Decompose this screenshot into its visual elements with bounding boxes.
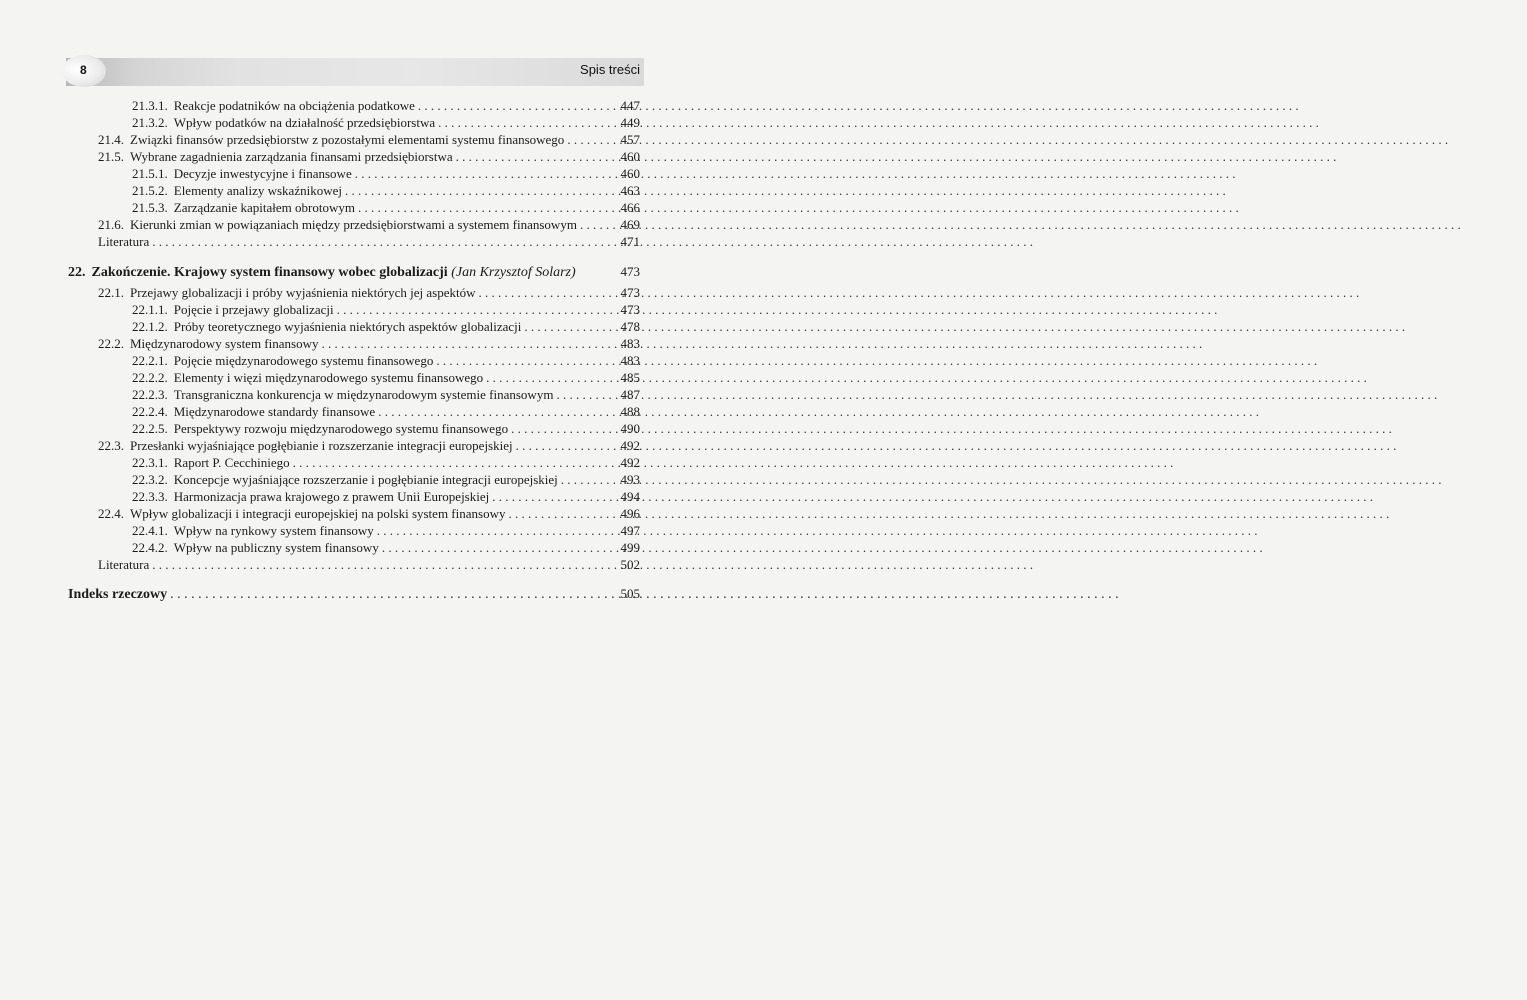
toc-entry-number: 21.5. xyxy=(98,149,124,164)
dot-leader xyxy=(436,352,615,369)
toc-entry-title: Wybrane zagadnienia zarządzania finansami przedsiębiorstwa xyxy=(130,149,453,164)
toc-entry-title: Perspektywy rozwoju międzynarodowego systemu finansowego xyxy=(173,421,509,436)
toc-entry-number: 22. xyxy=(68,265,86,280)
toc-entry-title: Wpływ podatków na działalność przedsiębiorstwa xyxy=(173,115,436,130)
toc-index-entry xyxy=(68,585,640,602)
dot-leader xyxy=(321,335,615,352)
toc-entry-number: 21.6. xyxy=(98,217,124,232)
toc-entry-page: 493 xyxy=(620,472,640,487)
toc-entry-title: Kierunki zmian w powiązaniach między przedsiębiorstwami a systemem finansowym xyxy=(130,217,577,232)
dot-leader xyxy=(382,539,615,556)
toc-entry-page: 460 xyxy=(620,166,640,181)
toc-entry-title: Wpływ globalizacji i integracji europejskiej na polski system finansowy xyxy=(130,506,506,521)
toc-entry-number: 21.5.2. xyxy=(132,183,168,198)
chapter-author: (Jan Krzysztof Solarz) xyxy=(451,265,576,280)
toc-entry xyxy=(132,420,640,437)
toc-entry-number: 21.5.1. xyxy=(132,166,168,181)
toc-entry-title: Próby teoretycznego wyjaśnienia niektórych aspektów globalizacji xyxy=(173,319,522,334)
toc-entry xyxy=(132,386,640,403)
dot-leader xyxy=(358,199,615,216)
dot-leader xyxy=(378,403,615,420)
toc-entry-number: 22.2.3. xyxy=(132,387,168,402)
dot-leader xyxy=(567,131,615,148)
toc-entry-title: Literatura xyxy=(98,234,150,249)
dot-leader xyxy=(456,148,615,165)
toc-entry-page: 497 xyxy=(620,523,640,538)
dot-leader xyxy=(561,471,615,488)
toc-entry-page: 463 xyxy=(620,183,640,198)
toc-entry-number: 22.4. xyxy=(98,506,124,521)
toc-entry xyxy=(98,216,640,233)
dot-leader xyxy=(293,454,615,471)
toc-entry-number: 21.4. xyxy=(98,132,124,147)
toc-entry-title: Zarządzanie kapitałem obrotowym xyxy=(173,200,355,215)
dot-leader xyxy=(355,165,615,182)
toc-entry-page: 485 xyxy=(620,370,640,385)
page-number: 8 xyxy=(80,63,87,77)
toc-entry-page: 466 xyxy=(620,200,640,215)
toc-entry xyxy=(98,284,640,301)
toc-entry-title: Wpływ na rynkowy system finansowy xyxy=(173,523,374,538)
table-of-contents xyxy=(0,0,662,1000)
toc-entry xyxy=(98,556,640,573)
dot-leader xyxy=(556,386,615,403)
toc-entry xyxy=(132,471,640,488)
toc-entry xyxy=(132,403,640,420)
toc-entry-number: 22.2.1. xyxy=(132,353,168,368)
toc-entry xyxy=(132,301,640,318)
toc-entry-page: 499 xyxy=(620,540,640,555)
toc-entry xyxy=(98,131,640,148)
toc-entry xyxy=(132,114,640,131)
toc-entry-number: 22.1.1. xyxy=(132,302,168,317)
section-title: Spis treści xyxy=(580,62,640,77)
toc-entry-page: 505 xyxy=(620,586,640,601)
toc-entry-number: 22.2. xyxy=(98,336,124,351)
toc-entry-title: Pojęcie międzynarodowego systemu finansowego xyxy=(173,353,434,368)
dot-leader xyxy=(337,301,615,318)
toc-entry-page: 502 xyxy=(620,557,640,572)
toc-entry-number: 22.3.2. xyxy=(132,472,168,487)
toc-entry-page: 496 xyxy=(620,506,640,521)
toc-entry-page: 488 xyxy=(620,404,640,419)
toc-entry-title: Transgraniczna konkurencja w międzynarodowym systemie finansowym xyxy=(173,387,554,402)
toc-entry xyxy=(132,522,640,539)
toc-entry xyxy=(132,539,640,556)
toc-entry-page: 460 xyxy=(620,149,640,164)
toc-entry-number: 22.2.4. xyxy=(132,404,168,419)
toc-chapter-entry xyxy=(68,263,640,280)
toc-entry-title: Międzynarodowy system finansowy xyxy=(130,336,319,351)
dot-leader xyxy=(508,505,615,522)
toc-entry-page: 471 xyxy=(620,234,640,249)
toc-entry-title: Reakcje podatników na obciążenia podatkowe xyxy=(173,98,415,113)
toc-entry-number: 22.2.2. xyxy=(132,370,168,385)
toc-entry xyxy=(132,352,640,369)
toc-entry-page: 473 xyxy=(620,264,640,279)
dot-leader xyxy=(478,284,615,301)
toc-entry-title: Elementy i więzi międzynarodowego systemu finansowego xyxy=(173,370,484,385)
toc-entry-title: Pojęcie i przejawy globalizacji xyxy=(173,302,334,317)
dot-leader xyxy=(170,586,615,603)
toc-entry-page: 473 xyxy=(620,285,640,300)
toc-entry-title: Indeks rzeczowy xyxy=(68,587,168,602)
toc-entry-title: Koncepcje wyjaśniające rozszerzanie i pogłębianie integracji europejskiej xyxy=(173,472,558,487)
toc-entry-title: Decyzje inwestycyjne i finansowe xyxy=(173,166,352,181)
toc-entry xyxy=(98,437,640,454)
toc-entry-page: 494 xyxy=(620,489,640,504)
toc-entry-title: Międzynarodowe standardy finansowe xyxy=(173,404,376,419)
toc-entry-title: Przejawy globalizacji i próby wyjaśnienia niektórych jej aspektów xyxy=(130,285,476,300)
dot-leader xyxy=(345,182,615,199)
toc-entry xyxy=(132,488,640,505)
toc-entry-number: 22.2.5. xyxy=(132,421,168,436)
toc-entry-number: 22.1.2. xyxy=(132,319,168,334)
dot-leader xyxy=(486,369,615,386)
toc-entry-number: 22.4.2. xyxy=(132,540,168,555)
toc-entry xyxy=(98,335,640,352)
toc-entry xyxy=(132,182,640,199)
dot-leader xyxy=(516,437,615,454)
dot-leader xyxy=(418,97,615,114)
toc-entry xyxy=(132,369,640,386)
toc-entry-page: 492 xyxy=(620,455,640,470)
toc-entry-title: Literatura xyxy=(98,557,150,572)
toc-entry xyxy=(98,233,640,250)
toc-entry-page: 483 xyxy=(620,353,640,368)
toc-entry-title: Związki finansów przedsiębiorstw z pozostałymi elementami systemu finansowego xyxy=(130,132,565,147)
toc-entry xyxy=(132,454,640,471)
chapter-title-text: Zakończenie. Krajowy system finansowy wobec globalizacji xyxy=(91,265,448,280)
toc-entry-number: 21.5.3. xyxy=(132,200,168,215)
toc-entry-page: 449 xyxy=(620,115,640,130)
dot-leader xyxy=(438,114,615,131)
toc-entry-title xyxy=(92,264,576,281)
toc-entry-page: 483 xyxy=(620,336,640,351)
toc-entry-number: 22.3.3. xyxy=(132,489,168,504)
toc-entry xyxy=(98,148,640,165)
toc-entry-number: 22.3.1. xyxy=(132,455,168,470)
dot-leader xyxy=(377,522,615,539)
toc-entry-number: 22.3. xyxy=(98,438,124,453)
dot-leader xyxy=(511,420,615,437)
toc-entry-page: 490 xyxy=(620,421,640,436)
toc-entry-page: 492 xyxy=(620,438,640,453)
dot-leader xyxy=(580,216,615,233)
toc-entry-page: 478 xyxy=(620,319,640,334)
toc-entry-title: Elementy analizy wskaźnikowej xyxy=(173,183,342,198)
toc-entry xyxy=(98,505,640,522)
toc-entry-page: 487 xyxy=(620,387,640,402)
dot-leader xyxy=(492,488,615,505)
toc-entry-title: Harmonizacja prawa krajowego z prawem Unii Europejskiej xyxy=(173,489,490,504)
toc-entry-number: 22.1. xyxy=(98,285,124,300)
dot-leader xyxy=(152,556,615,573)
toc-entry xyxy=(132,318,640,335)
dot-leader xyxy=(524,318,615,335)
toc-entry-page: 473 xyxy=(620,302,640,317)
toc-entry-page: 457 xyxy=(620,132,640,147)
toc-entry-title: Przesłanki wyjaśniające pogłębianie i rozszerzanie integracji europejskiej xyxy=(130,438,513,453)
toc-entry-title: Raport P. Cecchiniego xyxy=(173,455,290,470)
dot-leader xyxy=(152,233,615,250)
toc-entry xyxy=(132,97,640,114)
toc-entry xyxy=(132,165,640,182)
toc-entry-number: 21.3.1. xyxy=(132,98,168,113)
toc-entry xyxy=(132,199,640,216)
toc-entry-title: Wpływ na publiczny system finansowy xyxy=(173,540,379,555)
toc-entry-number: 21.3.2. xyxy=(132,115,168,130)
toc-entry-number: 22.4.1. xyxy=(132,523,168,538)
toc-entry-page: 469 xyxy=(620,217,640,232)
toc-entry-page: 447 xyxy=(620,98,640,113)
